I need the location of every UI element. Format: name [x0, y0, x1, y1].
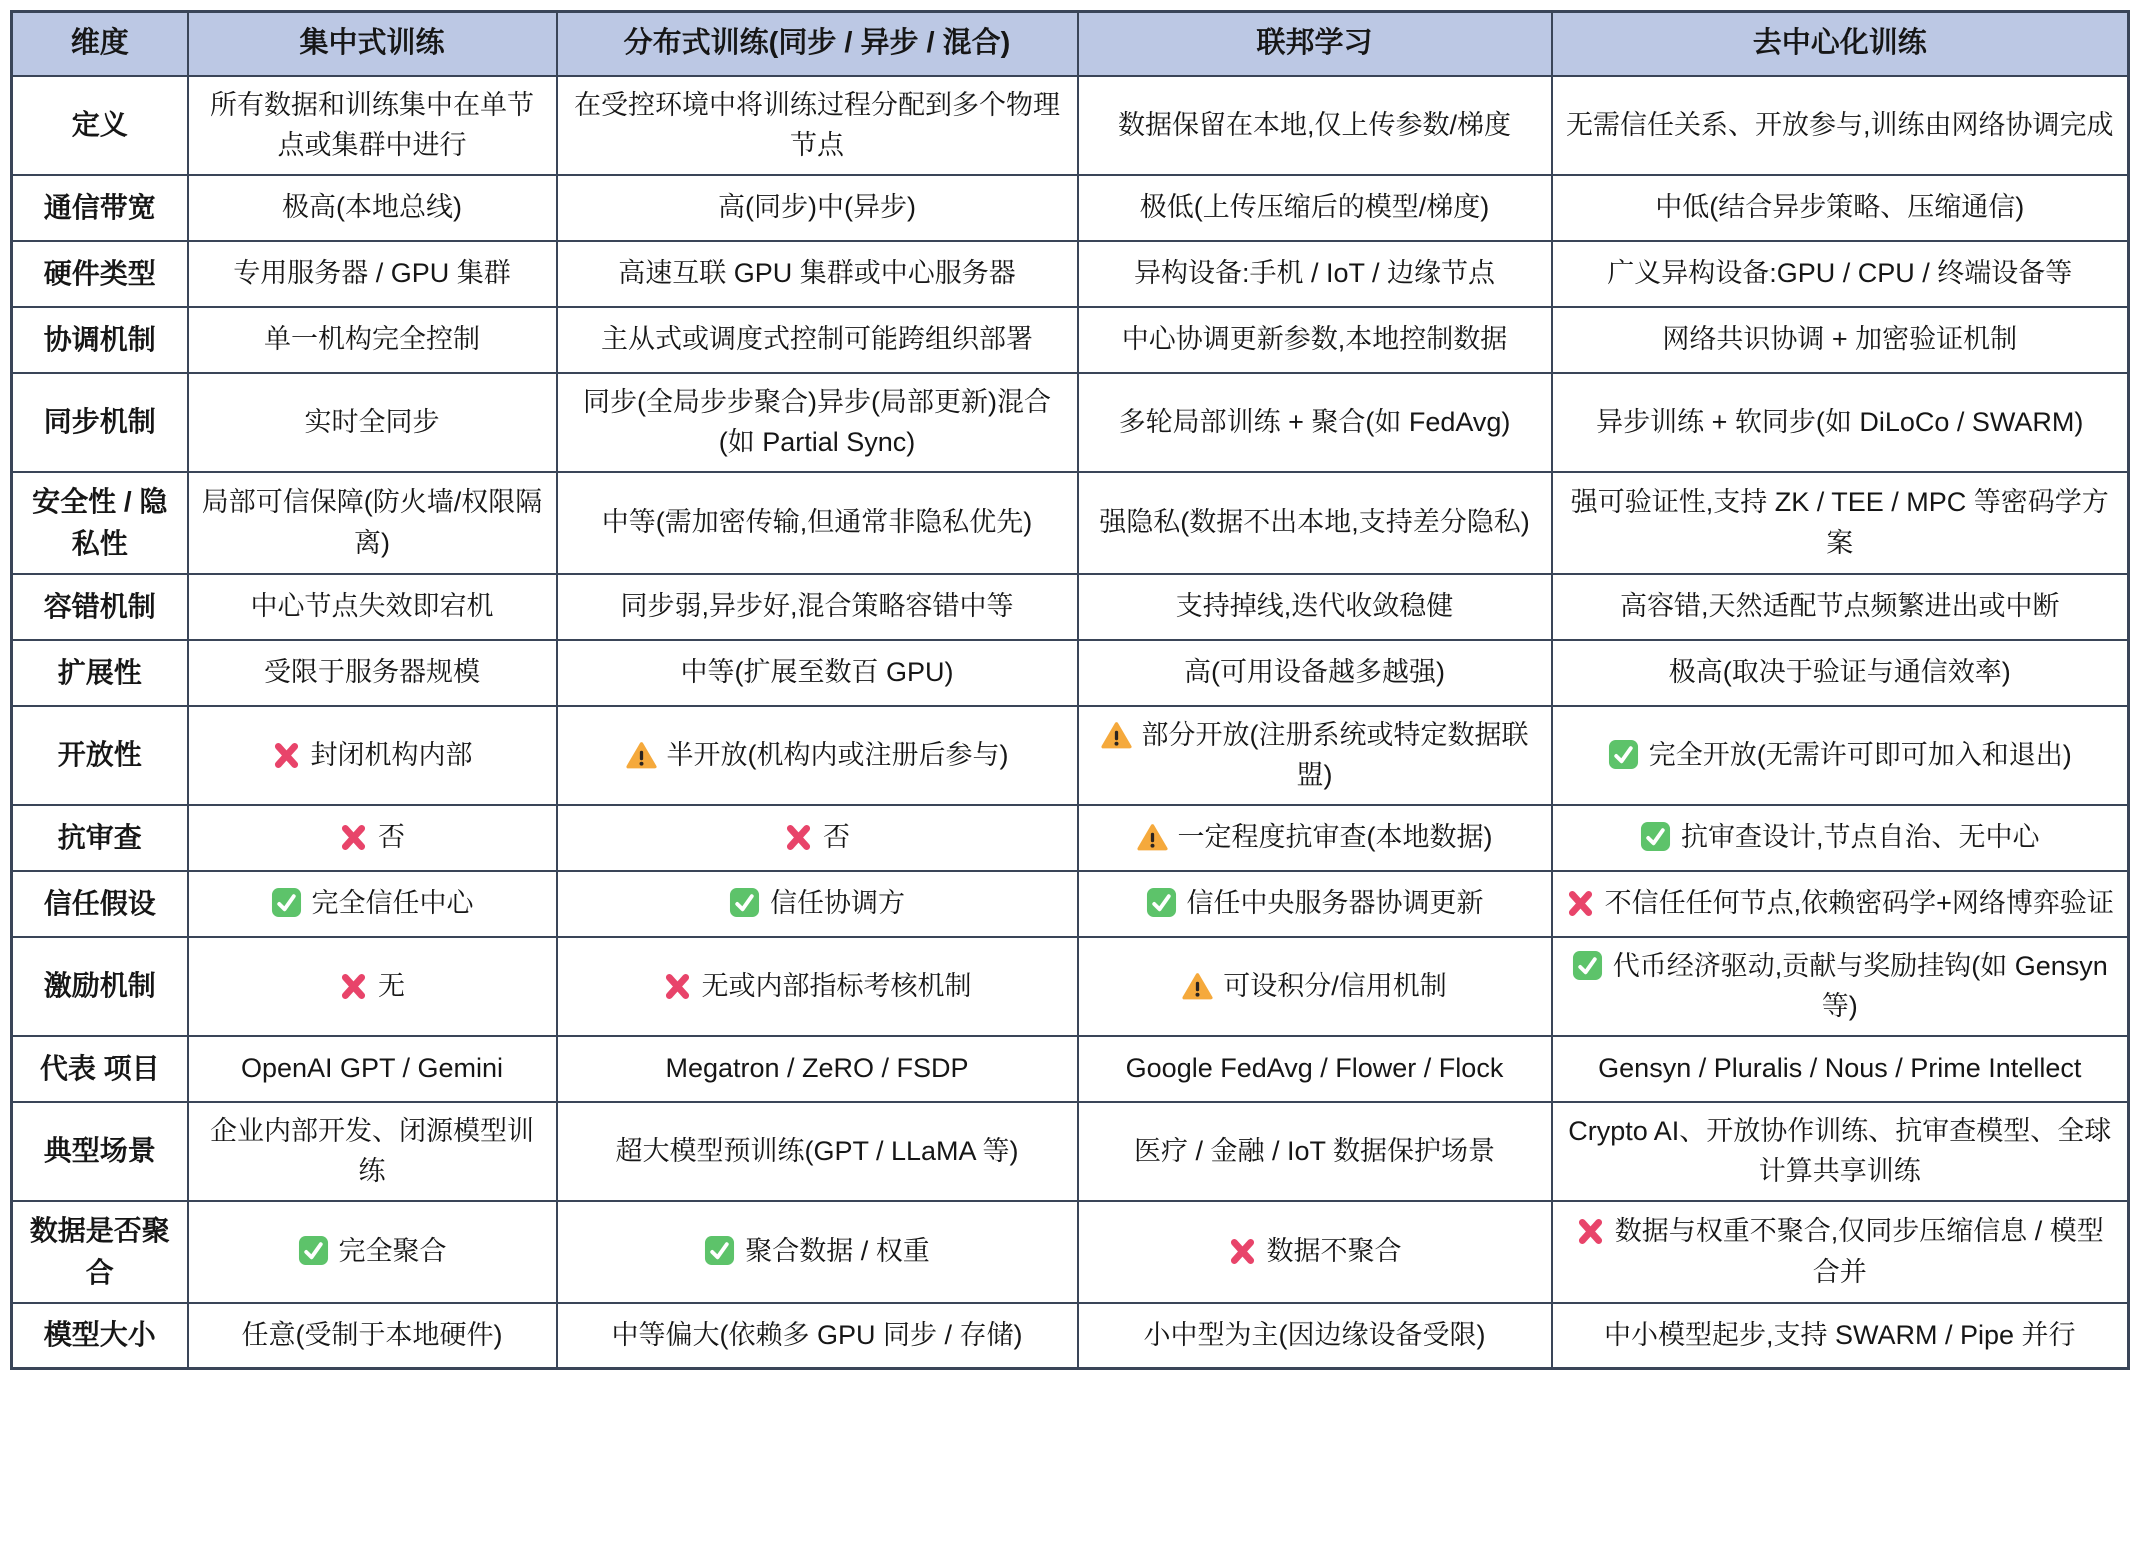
table-cell	[1552, 871, 2129, 937]
row-label: 开放性	[12, 706, 188, 805]
column-header: 集中式训练	[188, 12, 557, 76]
training-comparison-table	[10, 10, 2130, 1370]
table-row	[12, 640, 2129, 706]
cell-text: 强可验证性,支持 ZK / TEE / MPC 等密码学方案	[1570, 487, 2109, 558]
table-cell	[1078, 1303, 1552, 1369]
cell-text: 可设积分/信用机制	[1223, 970, 1447, 1001]
check-icon	[298, 1235, 329, 1266]
row-label: 协调机制	[12, 307, 188, 373]
cell-text: 中小模型起步,支持 SWARM / Pipe 并行	[1603, 1320, 2076, 1350]
cell-text: 数据不聚合	[1266, 1236, 1402, 1267]
row-label: 代表 项目	[12, 1036, 188, 1102]
cell-text: 支持掉线,迭代收敛稳健	[1175, 591, 1454, 622]
table-cell	[1078, 1102, 1552, 1201]
table-cell	[188, 307, 557, 373]
cell-text: 中心协调更新参数,本地控制数据	[1121, 324, 1508, 355]
cell-text: 企业内部开发、闭源模型训练	[210, 1115, 534, 1186]
cell-text: 一定程度抗审查(本地数据)	[1177, 822, 1493, 853]
cell-text: 否	[378, 822, 405, 853]
cell-text: 高速互联 GPU 集群或中心服务器	[618, 258, 1016, 289]
table-cell	[188, 472, 557, 574]
column-header: 去中心化训练	[1552, 12, 2129, 76]
table-cell	[188, 805, 557, 871]
table-cell	[1552, 307, 2129, 373]
cell-text: 否	[823, 822, 850, 853]
table-row	[12, 574, 2129, 640]
cell-text: 无	[378, 970, 405, 1001]
row-label: 定义	[12, 76, 188, 175]
cell-text: 信任协调方	[770, 888, 905, 919]
cell-text: 单一机构完全控制	[264, 324, 480, 355]
table-cell	[1078, 1036, 1552, 1102]
table-cell	[1552, 175, 2129, 241]
table-cell	[1078, 805, 1552, 871]
table-cell	[1552, 1303, 2129, 1369]
table-header	[12, 12, 2129, 76]
cell-text: 高容错,天然适配节点频繁进出或中断	[1619, 591, 2060, 622]
cell-text: 信任中央服务器协调更新	[1186, 888, 1484, 919]
cell-text: 网络共识协调 + 加密验证机制	[1662, 324, 2018, 355]
table-row	[12, 706, 2129, 805]
cell-text: 封闭机构内部	[310, 739, 473, 770]
row-label: 通信带宽	[12, 175, 188, 241]
table-cell	[1078, 373, 1552, 472]
table-row	[12, 241, 2129, 307]
table-cell	[1552, 1201, 2129, 1303]
cell-text: 局部可信保障(防火墙/权限隔离)	[201, 487, 543, 558]
cross-icon	[1566, 889, 1595, 918]
table-row	[12, 1201, 2129, 1303]
table-cell	[1078, 175, 1552, 241]
table-cell	[188, 1036, 557, 1102]
table-cell	[1552, 373, 2129, 472]
table-cell	[557, 706, 1078, 805]
cell-text: 中等(扩展至数百 GPU)	[680, 657, 954, 688]
row-label: 安全性 / 隐私性	[12, 472, 188, 574]
cell-text: 中低(结合异步策略、压缩通信)	[1655, 192, 2025, 223]
cell-text: 在受控环境中将训练过程分配到多个物理节点	[574, 89, 1060, 160]
table-cell	[557, 574, 1078, 640]
table-row	[12, 373, 2129, 472]
warning-icon	[1182, 972, 1213, 1001]
warning-icon	[626, 741, 657, 770]
table-row	[12, 1303, 2129, 1369]
table-cell	[557, 175, 1078, 241]
cell-text: 主从式或调度式控制可能跨组织部署	[601, 324, 1033, 355]
cell-text: OpenAI GPT / Gemini	[240, 1053, 504, 1084]
table-cell	[188, 640, 557, 706]
cross-icon	[1228, 1237, 1257, 1266]
cell-text: 聚合数据 / 权重	[745, 1236, 930, 1267]
table-cell	[1552, 640, 2129, 706]
table-row	[12, 1036, 2129, 1102]
table-cell	[188, 574, 557, 640]
table-cell	[557, 1201, 1078, 1303]
table-cell	[1552, 76, 2129, 175]
cell-text: 高(同步)中(异步)	[718, 192, 916, 223]
cell-text: 同步(全局步步聚合)异步(局部更新)混合(如 Partial Sync)	[583, 386, 1051, 457]
table-cell	[188, 1201, 557, 1303]
table-cell	[1552, 574, 2129, 640]
column-header: 分布式训练(同步 / 异步 / 混合)	[557, 12, 1078, 76]
check-icon	[729, 887, 760, 918]
table-cell	[188, 175, 557, 241]
table-cell	[1078, 937, 1552, 1036]
table-row	[12, 937, 2129, 1036]
table-cell	[1552, 241, 2129, 307]
row-label: 典型场景	[12, 1102, 188, 1201]
table-row	[12, 472, 2129, 574]
table-cell	[1552, 472, 2129, 574]
table-cell	[557, 1036, 1078, 1102]
cell-text: Google FedAvg / Flower / Flock	[1125, 1053, 1504, 1084]
table-cell	[1078, 871, 1552, 937]
cell-text: 完全开放(无需许可即可加入和退出)	[1648, 739, 2072, 770]
cell-text: 同步弱,异步好,混合策略容错中等	[620, 591, 1014, 622]
table-row	[12, 1102, 2129, 1201]
cell-text: Crypto AI、开放协作训练、抗审查模型、全球计算共享训练	[1568, 1115, 2112, 1186]
table-cell	[557, 640, 1078, 706]
table-cell	[1078, 1201, 1552, 1303]
check-icon	[1640, 821, 1671, 852]
cell-text: 中等偏大(依赖多 GPU 同步 / 存储)	[611, 1320, 1023, 1350]
cell-text: 多轮局部训练 + 聚合(如 FedAvg)	[1118, 406, 1511, 437]
cell-text: 广义异构设备:GPU / CPU / 终端设备等	[1607, 258, 2073, 289]
cell-text: 异构设备:手机 / IoT / 边缘节点	[1133, 258, 1496, 289]
check-icon	[704, 1235, 735, 1266]
table-cell	[557, 472, 1078, 574]
table-row	[12, 76, 2129, 175]
row-label: 激励机制	[12, 937, 188, 1036]
row-label: 容错机制	[12, 574, 188, 640]
table-cell	[557, 1303, 1078, 1369]
cell-text: 数据保留在本地,仅上传参数/梯度	[1117, 109, 1511, 140]
table-cell	[1552, 1102, 2129, 1201]
cell-text: 完全聚合	[338, 1236, 447, 1267]
cell-text: 极低(上传压缩后的模型/梯度)	[1139, 192, 1490, 223]
cell-text: 所有数据和训练集中在单节点或集群中进行	[210, 89, 534, 160]
table-body	[12, 76, 2129, 1369]
table-cell	[1078, 472, 1552, 574]
cell-text: 无需信任关系、开放参与,训练由网络协调完成	[1565, 109, 2114, 140]
table-cell	[1078, 640, 1552, 706]
cell-text: 完全信任中心	[311, 888, 474, 919]
table-cell	[1552, 805, 2129, 871]
warning-icon	[1101, 721, 1132, 750]
table-cell	[557, 1102, 1078, 1201]
row-label: 扩展性	[12, 640, 188, 706]
table-cell	[557, 937, 1078, 1036]
cell-text: 小中型为主(因边缘设备受限)	[1143, 1320, 1486, 1350]
header-row	[12, 12, 2129, 76]
cross-icon	[784, 823, 813, 852]
cell-text: 强隐私(数据不出本地,支持差分隐私)	[1099, 507, 1530, 538]
table-cell	[1078, 241, 1552, 307]
cell-text: 代币经济驱动,贡献与奖励挂钩(如 Gensyn 等)	[1612, 950, 2108, 1021]
table-cell	[1078, 307, 1552, 373]
cell-text: 部分开放(注册系统或特定数据联盟)	[1141, 719, 1529, 790]
check-icon	[1146, 887, 1177, 918]
table-cell	[557, 307, 1078, 373]
cell-text: 实时全同步	[304, 406, 440, 437]
table-cell	[188, 76, 557, 175]
cell-text: 极高(取决于验证与通信效率)	[1668, 657, 2011, 688]
column-header: 联邦学习	[1078, 12, 1552, 76]
table-cell	[557, 76, 1078, 175]
table-cell	[1552, 706, 2129, 805]
cell-text: Gensyn / Pluralis / Nous / Prime Intellect	[1598, 1053, 2082, 1084]
table-cell	[188, 1303, 557, 1369]
cell-text: 专用服务器 / GPU 集群	[233, 258, 511, 289]
row-label: 抗审查	[12, 805, 188, 871]
cell-text: Megatron / ZeRO / FSDP	[665, 1053, 969, 1084]
cell-text: 受限于服务器规模	[264, 657, 480, 688]
row-label: 硬件类型	[12, 241, 188, 307]
cell-text: 中等(需加密传输,但通常非隐私优先)	[601, 507, 1033, 538]
row-label: 数据是否聚合	[12, 1201, 188, 1303]
cell-text: 极高(本地总线)	[282, 192, 462, 223]
row-label: 模型大小	[12, 1303, 188, 1369]
cell-text: 超大模型预训练(GPT / LLaMA 等)	[615, 1135, 1019, 1166]
table-cell	[188, 1102, 557, 1201]
cell-text: 高(可用设备越多越强)	[1184, 657, 1445, 688]
table-cell	[557, 241, 1078, 307]
table-cell	[1078, 574, 1552, 640]
cell-text: 无或内部指标考核机制	[701, 970, 972, 1001]
table-cell	[1552, 937, 2129, 1036]
cross-icon	[339, 972, 368, 1001]
cell-text: 数据与权重不聚合,仅同步压缩信息 / 模型合并	[1614, 1216, 2104, 1287]
table-cell	[1078, 76, 1552, 175]
table-row	[12, 805, 2129, 871]
cross-icon	[272, 741, 301, 770]
table-cell	[188, 871, 557, 937]
cell-text: 中心节点失效即宕机	[250, 591, 494, 622]
table-row	[12, 175, 2129, 241]
cell-text: 抗审查设计,节点自治、无中心	[1680, 822, 2040, 853]
warning-icon	[1137, 823, 1168, 852]
row-label: 信任假设	[12, 871, 188, 937]
check-icon	[271, 887, 302, 918]
table-row	[12, 871, 2129, 937]
table-cell	[188, 706, 557, 805]
table-cell	[557, 805, 1078, 871]
check-icon	[1572, 950, 1603, 981]
table-row	[12, 307, 2129, 373]
cross-icon	[663, 972, 692, 1001]
table-cell	[557, 373, 1078, 472]
cross-icon	[339, 823, 368, 852]
table-cell	[1078, 706, 1552, 805]
table-cell	[188, 937, 557, 1036]
cell-text: 任意(受制于本地硬件)	[241, 1320, 503, 1350]
cell-text: 医疗 / 金融 / IoT 数据保护场景	[1133, 1135, 1496, 1166]
cross-icon	[1576, 1217, 1605, 1246]
cell-text: 半开放(机构内或注册后参与)	[666, 739, 1009, 770]
table-cell	[188, 373, 557, 472]
check-icon	[1608, 739, 1639, 770]
cell-text: 异步训练 + 软同步(如 DiLoCo / SWARM)	[1596, 406, 2084, 437]
column-header: 维度	[12, 12, 188, 76]
table-cell	[1552, 1036, 2129, 1102]
table-cell	[188, 241, 557, 307]
row-label: 同步机制	[12, 373, 188, 472]
table-cell	[557, 871, 1078, 937]
cell-text: 不信任任何节点,依赖密码学+网络博弈验证	[1604, 888, 2114, 919]
